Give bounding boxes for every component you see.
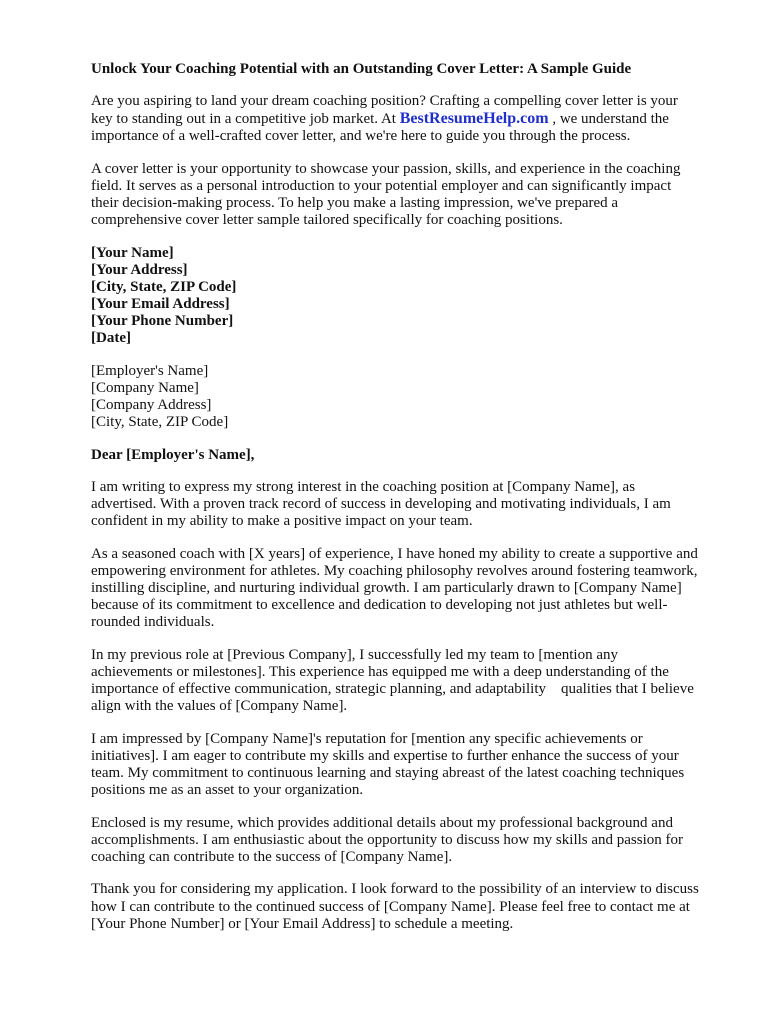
letter-paragraph	[91, 647, 731, 715]
salutation	[91, 447, 731, 464]
letter-paragraph	[91, 815, 731, 866]
text-line: In my previous role at [Previous Company], I successfully led my team to [mention any	[91, 646, 618, 663]
text-line: I am impressed by [Company Name]'s reputation for [mention any specific achievements or	[91, 730, 643, 747]
text-line: accomplishments. I am enthusiastic about the opportunity to discuss how my skills and passion for	[91, 831, 684, 848]
text-line: [Employer's Name]	[91, 362, 209, 379]
intro-paragraph	[91, 93, 731, 145]
text-line: rounded individuals.	[91, 614, 215, 631]
text-line: [City, State, ZIP Code]	[91, 414, 229, 430]
letter-paragraph	[91, 546, 731, 631]
letter-paragraph	[91, 731, 731, 799]
text-segment: , we understand the	[548, 111, 669, 128]
text-line: [Company Name]	[91, 379, 199, 396]
recipient-details	[91, 363, 731, 431]
text-line: Thank you for considering my application. I look forward to the possibility of an interview to discuss	[91, 881, 699, 898]
text-line: how I can contribute to the continued success of [Company Name]. Please feel free to contact me at	[91, 898, 690, 915]
text-line: A cover letter is your opportunity to showcase your passion, skills, and experience in the coaching	[91, 160, 681, 177]
text-line: importance of a well-crafted cover letter, and we're here to guide you through the process.	[91, 128, 631, 145]
text-line: Enclosed is my resume, which provides additional details about my professional background and	[91, 814, 673, 831]
text-line: because of its commitment to excellence and dedication to developing not just athletes but well-	[91, 597, 668, 614]
text-line: Dear [Employer's Name],	[91, 446, 255, 463]
text-line: confident in my ability to make a positive impact on your team.	[91, 513, 473, 530]
text-line: [Your Email Address]	[91, 295, 230, 312]
letter-paragraph	[91, 479, 731, 530]
text-line: importance of effective communication, strategic planning, and adaptability qualities that I believe	[91, 681, 694, 698]
text-line: [Your Address]	[91, 261, 188, 278]
sender-details	[91, 245, 731, 348]
document-page	[91, 61, 731, 948]
text-line: [Your Phone Number] or [Your Email Address] to schedule a meeting.	[91, 915, 514, 932]
text-line: their decision-making process. To help you make a lasting impression, we've prepared a	[91, 194, 619, 211]
text-line: Are you aspiring to land your dream coaching position? Crafting a compelling cover letter is your	[91, 93, 678, 109]
text-line	[91, 110, 731, 128]
text-line: [City, State, ZIP Code]	[91, 278, 237, 295]
text-line: coaching can contribute to the success of [Company Name].	[91, 848, 453, 865]
letter-paragraph	[91, 881, 731, 932]
paragraph-introduction	[91, 161, 731, 229]
text-line: [Your Phone Number]	[91, 313, 234, 330]
text-line: team. My commitment to continuous learning and staying abreast of the latest coaching techniques	[91, 765, 685, 781]
document-title: Unlock Your Coaching Potential with an Outstanding Cover Letter: A Sample Guide	[91, 61, 632, 77]
text-segment: key to standing out in a competitive job market. At	[91, 111, 400, 128]
text-line: align with the values of [Company Name].	[91, 698, 348, 715]
text-line: [Date]	[91, 330, 131, 347]
text-line: As a seasoned coach with [X years] of experience, I have honed my ability to create a supportive and	[91, 545, 698, 562]
text-line: comprehensive cover letter sample tailored specifically for coaching positions.	[91, 212, 563, 229]
text-line: [Company Address]	[91, 396, 212, 413]
text-line: positions me as an asset to your organization.	[91, 782, 364, 799]
text-line: initiatives]. I am eager to contribute my skills and expertise to further enhance the success of your	[91, 747, 679, 764]
text-line: field. It serves as a personal introduction to your potential employer and can significantly impact	[91, 177, 672, 194]
bestresumehelp-link[interactable]: BestResumeHelp.com	[399, 110, 549, 128]
text-line: achievements or milestones]. This experience has equipped me with a deep understanding of the	[91, 664, 669, 681]
text-line: I am writing to express my strong interest in the coaching position at [Company Name], as	[91, 479, 636, 496]
text-line: empowering environment for athletes. My coaching philosophy revolves around fostering teamwork,	[91, 563, 698, 580]
text-line: instilling discipline, and nurturing individual growth. I am particularly drawn to [Company Name]	[91, 580, 682, 597]
text-line: advertised. With a proven track record of success in developing and motivating individuals, I am	[91, 496, 671, 513]
text-line: [Your Name]	[91, 244, 174, 261]
